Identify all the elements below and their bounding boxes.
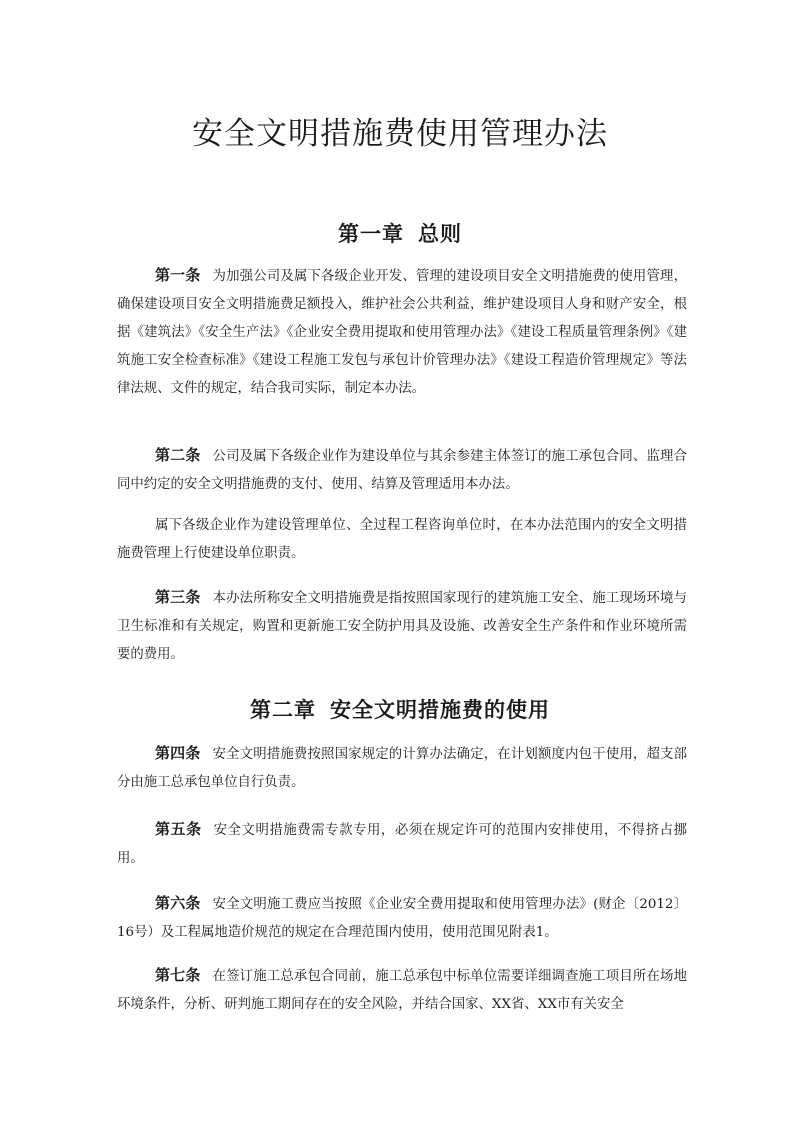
article-text: 在签订施工总承包合同前，施工总承包中标单位需要详细调查施工项目所在场地环境条件，分析、研判施工期间存在的安全风险，并结合国家、XX省、XX市有关安全 — [117, 969, 687, 1012]
article-label: 第六条 — [155, 894, 201, 912]
chapter-title: 安全文明措施费的使用 — [330, 698, 550, 722]
article-text: 属下各级企业作为建设管理单位、全过程工程咨询单位时，在本办法范围内的安全文明措施费管理上行使建设单位职责。 — [117, 518, 687, 561]
chapter-number: 第一章 — [338, 222, 404, 246]
article-text: 公司及属下各级企业作为建设单位与其余参建主体签订的施工承包合同、监理合同中约定的安全文明措施费的支付、使用、结算及管理适用本办法。 — [117, 449, 687, 492]
article-text: 本办法所称安全文明措施费是指按照国家现行的建筑施工安全、施工现场环境与卫生标准和有关规定，购置和更新施工安全防护用具及设施、改善安全生产条件和作业环境所需要的费用。 — [117, 591, 687, 662]
article-paragraph — [117, 961, 687, 1019]
document-title: 安全文明措施费使用管理办法 — [192, 116, 608, 152]
chapter-number: 第二章 — [250, 698, 316, 722]
article-label: 第三条 — [155, 588, 201, 606]
article-text: 安全文明措施费需专款专用，必须在规定许可的范围内安排使用，不得挤占挪用。 — [117, 823, 687, 866]
article-label: 第七条 — [155, 966, 201, 984]
article-paragraph — [117, 739, 687, 797]
article-paragraph — [117, 889, 687, 947]
article-label: 第五条 — [155, 820, 202, 838]
article-paragraph — [117, 815, 687, 873]
article-text: 安全文明措施费按照国家规定的计算办法确定，在计划额度内包干使用，超支部分由施工总承包单位自行负责。 — [117, 747, 687, 790]
article-paragraph — [117, 583, 687, 669]
article-text: 为加强公司及属下各级企业开发、管理的建设项目安全文明措施费的使用管理，确保建设项目安全文明措施费足额投入，维护社会公共利益，维护建设项目人身和财产安全，根据《建筑法》《安全生产法》《企业安全费用提取和使用管理办法》《建设工程质量管理条例》《建筑施工安全检查标准》《建设工程施工发包与承包计价管理办法》《建设工程造价管理规定》等法律法规、文件的规定，结合我司实际，制定本办法。 — [117, 269, 687, 396]
article-paragraph — [117, 441, 687, 499]
article-label: 第一条 — [155, 266, 201, 284]
article-paragraph — [117, 512, 687, 568]
chapter-heading — [0, 694, 800, 724]
article-label: 第二条 — [155, 446, 201, 464]
article-text: 安全文明施工费应当按照《企业安全费用提取和使用管理办法》(财企〔2012〕16号）及工程属地造价规范的规定在合理范围内使用，使用范围见附表1。 — [117, 897, 687, 940]
chapter-heading — [0, 218, 800, 248]
article-label: 第四条 — [155, 744, 201, 762]
chapter-title: 总则 — [418, 222, 462, 246]
article-paragraph — [117, 261, 687, 403]
